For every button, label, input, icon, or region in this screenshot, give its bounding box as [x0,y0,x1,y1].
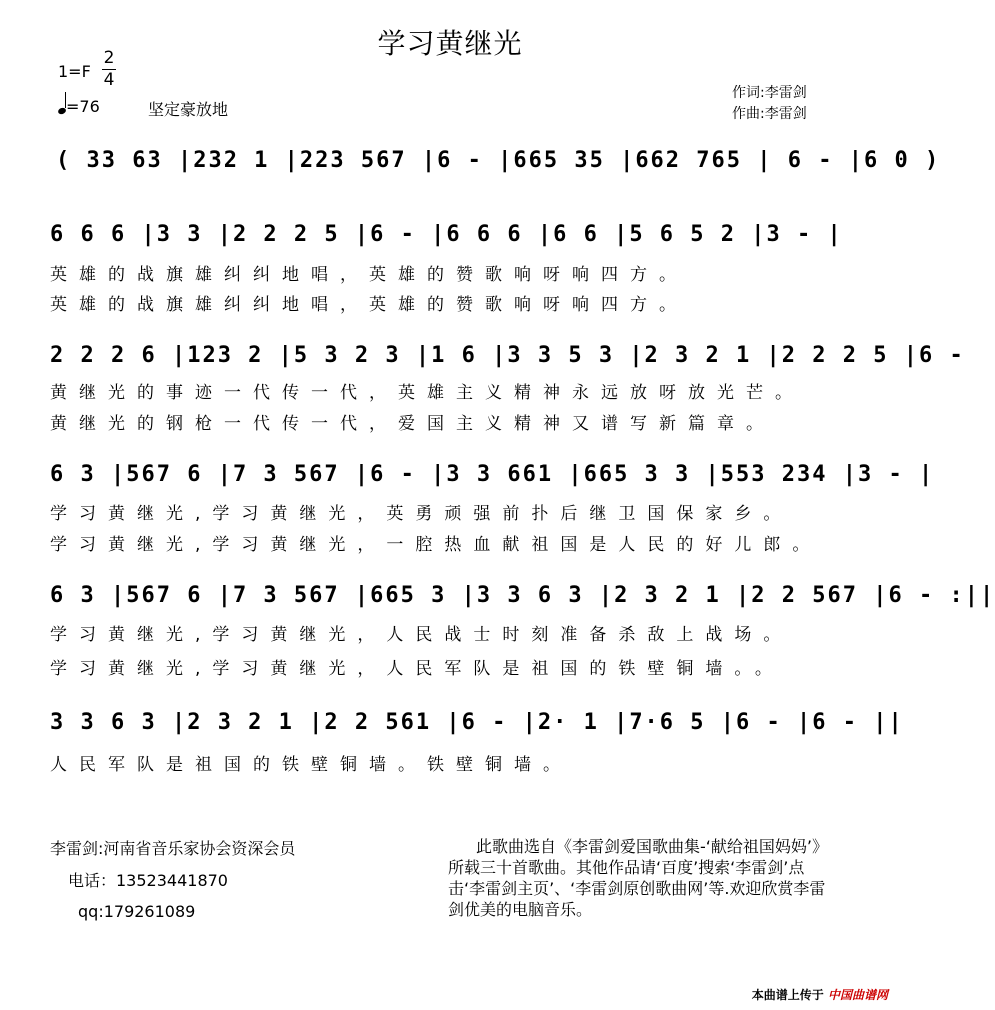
time-signature-top: 2 [103,48,115,68]
song-title: 学习黄继光 [377,27,523,60]
lyric-line: 英雄的战旗雄纠纠地唱，英雄的赞歌响呀响四方。 [50,295,688,315]
lyric-line: 学习黄继光,学习黄继光，人民军队是祖国的铁壁铜墙。。 [50,659,784,679]
lyricist-credit: 作词:李雷剑 [732,85,807,101]
source-credit [752,986,888,1003]
lyric-line: 黄继光的钢枪一代传一代，爱国主义精神又谱写新篇章。 [50,414,775,434]
collection-note: 此歌曲选自《李雷剑爱国歌曲集-‘献给祖国妈妈’》所载三十首歌曲。其他作品请‘百度’搜索‘李雷剑’点击‘李雷剑主页’、‘李雷剑原创歌曲网’等.欢迎欣赏李雷剑优美的电脑音乐。 [448,837,828,919]
mood-marking: 坚定豪放地 [148,100,229,119]
source-prefix: 本曲谱上传于 [751,988,824,1002]
time-signature [102,48,116,91]
note-stem [65,92,66,108]
lyric-line: 学习黄继光,学习黄继光，人民战士时刻准备杀敌上战场。 [50,625,793,645]
lyric-line: 英雄的战旗雄纠纠地唱，英雄的赞歌响呀响四方。 [50,265,688,285]
notation-line: 2 2 2 6 |123 2 |5 3 2 3 |1 6 |3 3 5 3 |2 3 2 1 |2 2 2 5 |6 - [50,343,965,368]
site-logo: 中国曲谱网 [827,988,888,1002]
lyric-line: 人民军队是祖国的铁壁铜墙。铁壁铜墙。 [50,755,572,775]
notation-line: 3 3 6 3 |2 3 2 1 |2 2 561 |6 - |2· 1 |7·6 5 |6 - |6 - || [50,710,904,735]
notation-line: 6 6 6 |3 3 |2 2 2 5 |6 - |6 6 6 |6 6 |5 6 5 2 |3 - | [50,222,843,247]
composer-credit: 作曲:李雷剑 [732,106,807,122]
lyric-line: 学习黄继光,学习黄继光，英勇顽强前扑后继卫国保家乡。 [50,504,793,524]
lyric-line: 黄继光的事迹一代传一代，英雄主义精神永远放呀放光芒。 [50,383,804,403]
author-info: 李雷剑:河南省音乐家协会资深会员 [50,839,296,858]
key-signature: 1=F [58,62,91,81]
notation-line: 6 3 |567 6 |7 3 567 |665 3 |3 3 6 3 |2 3 2 1 |2 2 567 |6 - :|| [50,583,995,608]
staff-line-1 [0,148,941,208]
tempo-value: =76 [66,97,100,116]
tempo-mark [58,96,100,116]
time-signature-bottom: 4 [103,70,115,90]
qq-info: qq:179261089 [78,902,196,921]
notation-line: ( 33 63 |232 1 |223 567 |6 - |665 35 |662 765 | 6 - |6 0 ) [56,148,941,173]
phone-info: 电话：13523441870 [68,871,228,890]
notation-line: 6 3 |567 6 |7 3 567 |6 - |3 3 661 |665 3 3 |553 234 |3 - | [50,462,935,487]
lyric-line: 学习黄继光,学习黄继光，一腔热血献祖国是人民的好儿郎。 [50,535,822,555]
